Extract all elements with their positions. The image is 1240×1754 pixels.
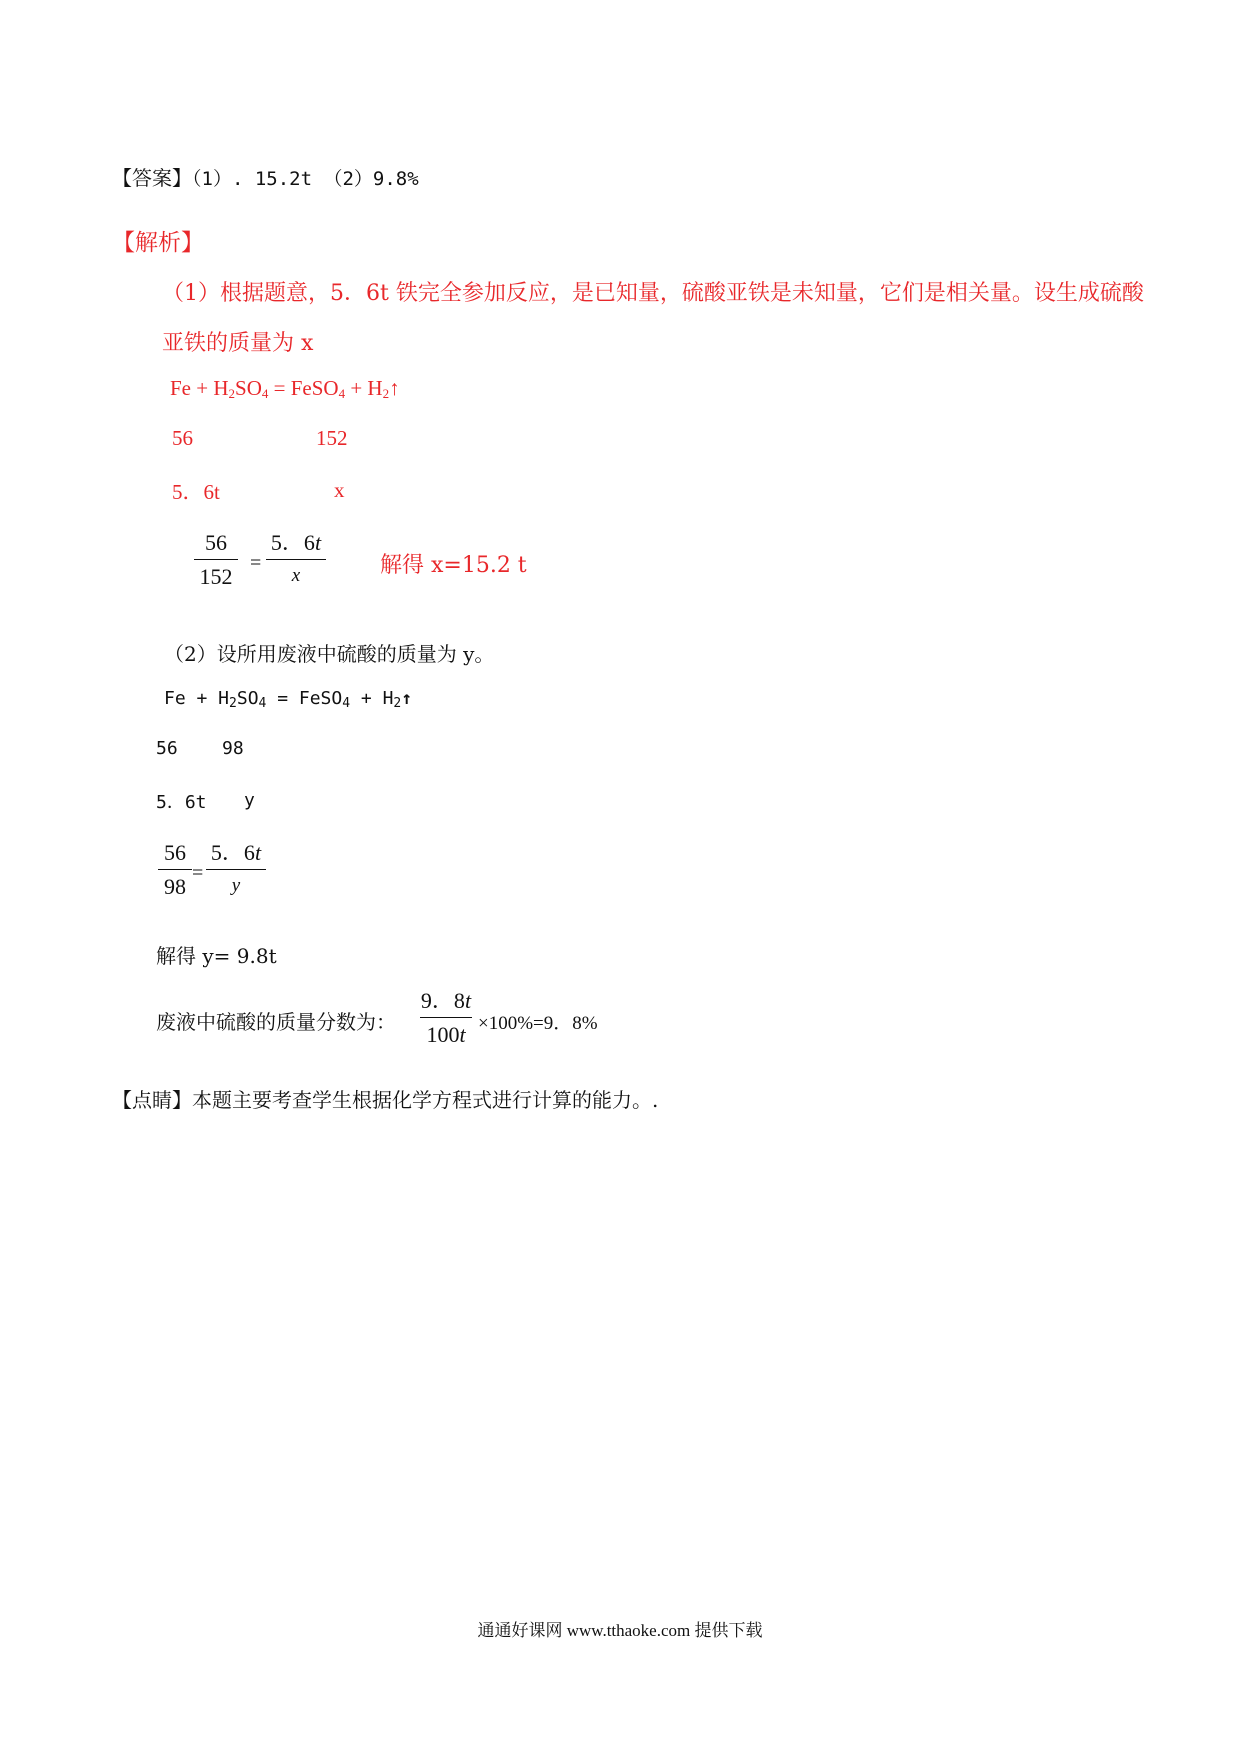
answer-line — [112, 162, 419, 191]
part2-equals: = — [192, 862, 204, 884]
comment-line — [112, 1084, 658, 1113]
answer-label: 【答案】 — [112, 166, 192, 190]
part1-fraction-right: 5．6t x — [266, 532, 326, 585]
part2-row2-b: y — [244, 790, 255, 811]
part2-intro: （2）设所用废液中硫酸的质量为 y。 — [164, 642, 495, 666]
part2-fraction-right: 5．6t y — [206, 842, 266, 895]
part2-fraction-label: 废液中硫酸的质量分数为： — [156, 1010, 396, 1034]
part2-equation: $Fe + H_2SO_4$ = FeSO$_4$ + $H_2↑$ — [164, 688, 413, 711]
part2-row1-a: 56 — [156, 738, 178, 759]
part1-row1-a: 56 — [172, 426, 193, 450]
part1-row1-b: 152 — [316, 426, 348, 450]
analysis-label: 【解析】 — [112, 230, 204, 256]
part1-text-line1: （1）根据题意，5．6t 铁完全参加反应，是已知量，硫酸亚铁是未知量，它们是相关量。设生成硫酸 — [162, 281, 1144, 306]
comment-label: 【点睛】 — [112, 1088, 192, 1112]
part1-result: 解得 x=15.2 t — [380, 553, 527, 578]
part1-fraction-left: 56 152 — [194, 532, 238, 588]
part1-equals: = — [250, 552, 262, 574]
part2-result: 解得 y= 9.8t — [156, 944, 277, 968]
part2-fraction-left: 56 98 — [158, 842, 192, 898]
part2-mass-fraction: 9．8t 100t — [420, 988, 472, 1047]
gas-arrow-icon: ↑ — [401, 688, 413, 709]
part2-row2-a: 5．6t — [156, 792, 207, 813]
page-footer: 通通好课网 www.tthaoke.com 提供下载 — [477, 1621, 763, 1640]
part1-equation: $Fe + H_2SO_4$ = FeSO$_4$ + $H_2↑$ — [170, 376, 400, 401]
comment-text: 本题主要考查学生根据化学方程式进行计算的能力。. — [192, 1088, 659, 1112]
answer-text: （1）. 15.2t （2）9.8% — [192, 168, 419, 190]
gas-arrow-icon: ↑ — [389, 376, 400, 400]
part2-row1-b: 98 — [222, 738, 244, 759]
part1-row2-a: 5．6t — [172, 480, 220, 504]
part1-text-line2: 亚铁的质量为 x — [162, 331, 314, 356]
part1-row2-b: x — [334, 478, 345, 502]
part2-fraction-result: ×100%=9．8% — [478, 1013, 598, 1034]
